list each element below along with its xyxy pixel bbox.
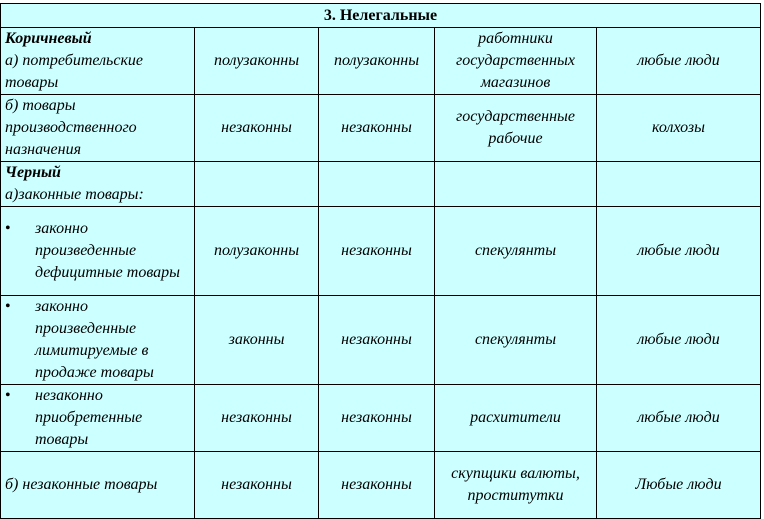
brown-heading: Коричневый [5, 30, 92, 47]
table-cell: незаконны [319, 385, 435, 452]
table-cell: колхозы [597, 95, 761, 162]
table-cell: полузаконны [195, 207, 319, 296]
table-row [1, 296, 761, 385]
table-row [1, 162, 761, 207]
table-cell: любые люди [597, 296, 761, 385]
table-cell: работники государственных магазинов [435, 28, 597, 95]
table-cell: незаконны [319, 95, 435, 162]
table-cell: спекулянты [435, 296, 597, 385]
table-row [1, 28, 761, 95]
table-cell [435, 162, 597, 207]
row-label [1, 385, 195, 452]
table-cell: государственные рабочие [435, 95, 597, 162]
row-label [1, 296, 195, 385]
row-label-text: законно произведенные лимитируемые в продаже товары [35, 298, 154, 381]
table-cell: любые люди [597, 28, 761, 95]
row-label-text: незаконно приобретенные товары [35, 387, 143, 448]
table-cell: спекулянты [435, 207, 597, 296]
row-label [1, 162, 195, 207]
bullet-mark: • [5, 220, 11, 237]
table-cell: полузаконны [195, 28, 319, 95]
table-cell [195, 162, 319, 207]
bullet-mark: • [5, 298, 11, 315]
black-heading: Черный [5, 164, 61, 181]
table-cell: незаконны [195, 95, 319, 162]
table-cell: законны [195, 296, 319, 385]
table-row [1, 95, 761, 162]
table-cell: любые люди [597, 385, 761, 452]
row-label [1, 28, 195, 95]
table-cell: Любые люди [597, 452, 761, 519]
table-row [1, 452, 761, 519]
black-subheading: а)законные товары: [5, 186, 144, 203]
bullet-mark: • [5, 387, 11, 404]
row-label: б) незаконные товары [1, 452, 195, 519]
table-cell: расхитители [435, 385, 597, 452]
row-label: б) товары производственного назначения [1, 95, 195, 162]
row-label [1, 207, 195, 296]
table-cell: незаконны [319, 296, 435, 385]
title-row [1, 4, 761, 28]
section-title: 3. Нелегальные [1, 4, 761, 28]
table-cell: полузаконны [319, 28, 435, 95]
table-cell: незаконны [319, 452, 435, 519]
goods-legality-table [0, 3, 761, 519]
table-cell: незаконны [195, 385, 319, 452]
table-row [1, 207, 761, 296]
table-cell: незаконны [195, 452, 319, 519]
row-label-text: а) потребительские товары [5, 52, 144, 91]
table-cell: любые люди [597, 207, 761, 296]
table-cell [597, 162, 761, 207]
row-label-text: законно произведенные дефицитные товары [35, 220, 181, 281]
table-cell: незаконны [319, 207, 435, 296]
table-cell: скупщики валюты, проститутки [435, 452, 597, 519]
table-cell [319, 162, 435, 207]
table-row [1, 385, 761, 452]
